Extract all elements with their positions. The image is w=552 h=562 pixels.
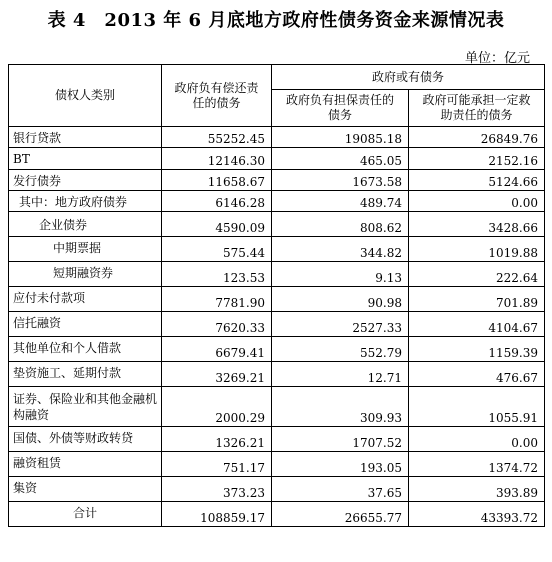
cell-rescue: 0.00	[409, 191, 545, 212]
cell-guarantee: 552.79	[272, 337, 409, 362]
cell-direct: 7620.33	[162, 312, 272, 337]
cell-direct: 373.23	[162, 477, 272, 502]
row-label: 信托融资	[9, 312, 162, 337]
cell-guarantee: 1707.52	[272, 427, 409, 452]
cell-direct: 7781.90	[162, 287, 272, 312]
table-row	[9, 337, 545, 362]
cell-guarantee: 1673.58	[272, 170, 409, 191]
cell-guarantee: 309.93	[272, 387, 409, 427]
cell-direct: 123.53	[162, 262, 272, 287]
cell-rescue: 4104.67	[409, 312, 545, 337]
table-row	[9, 212, 545, 237]
cell-direct: 1326.21	[162, 427, 272, 452]
row-label: 证券、保险业和其他金融机构融资	[9, 387, 162, 427]
row-label: 其他单位和个人借款	[9, 337, 162, 362]
cell-direct: 6146.28	[162, 191, 272, 212]
table-row	[9, 312, 545, 337]
row-label: 其中：地方政府债券	[9, 191, 162, 212]
row-label: 应付未付款项	[9, 287, 162, 312]
row-label: 融资租赁	[9, 452, 162, 477]
cell-guarantee: 37.65	[272, 477, 409, 502]
debt-source-table	[8, 64, 545, 527]
cell-rescue: 393.89	[409, 477, 545, 502]
cell-guarantee: 19085.18	[272, 127, 409, 148]
table-row	[9, 362, 545, 387]
table-row	[9, 191, 545, 212]
row-label: 银行贷款	[9, 127, 162, 148]
cell-rescue: 43393.72	[409, 502, 545, 527]
row-label: 发行债券	[9, 170, 162, 191]
cell-direct: 55252.45	[162, 127, 272, 148]
cell-rescue: 2152.16	[409, 148, 545, 170]
cell-guarantee: 26655.77	[272, 502, 409, 527]
table-row	[9, 387, 545, 427]
cell-rescue: 701.89	[409, 287, 545, 312]
unit-label: 单位：亿元	[464, 51, 530, 66]
cell-rescue: 5124.66	[409, 170, 545, 191]
cell-direct: 108859.17	[162, 502, 272, 527]
cell-rescue: 1159.39	[409, 337, 545, 362]
header-rescue-debt: 政府可能承担一定救助责任的债务	[409, 90, 545, 127]
cell-direct: 2000.29	[162, 387, 272, 427]
cell-guarantee: 344.82	[272, 237, 409, 262]
header-contingent-debt: 政府或有债务	[272, 65, 545, 90]
cell-guarantee: 9.13	[272, 262, 409, 287]
cell-rescue: 26849.76	[409, 127, 545, 148]
cell-guarantee: 2527.33	[272, 312, 409, 337]
cell-direct: 6679.41	[162, 337, 272, 362]
cell-guarantee: 489.74	[272, 191, 409, 212]
header-creditor: 债权人类别	[9, 65, 162, 127]
table-row	[9, 127, 545, 148]
table-row	[9, 237, 545, 262]
cell-rescue: 1019.88	[409, 237, 545, 262]
cell-direct: 11658.67	[162, 170, 272, 191]
table-row	[9, 287, 545, 312]
row-label: BT	[9, 148, 162, 170]
cell-rescue: 222.64	[409, 262, 545, 287]
cell-guarantee: 465.05	[272, 148, 409, 170]
row-label: 短期融资券	[9, 262, 162, 287]
cell-direct: 751.17	[162, 452, 272, 477]
row-label: 企业债券	[9, 212, 162, 237]
row-label: 垫资施工、延期付款	[9, 362, 162, 387]
row-label: 国债、外债等财政转贷	[9, 427, 162, 452]
cell-guarantee: 90.98	[272, 287, 409, 312]
table-row-total	[9, 502, 545, 527]
table-row	[9, 170, 545, 191]
cell-guarantee: 12.71	[272, 362, 409, 387]
table-row	[9, 427, 545, 452]
table-title: 表 4 2013 年 6 月底地方政府性债务资金来源情况表	[47, 10, 505, 31]
row-label: 合计	[9, 502, 162, 527]
cell-rescue: 1055.91	[409, 387, 545, 427]
table-row	[9, 262, 545, 287]
cell-rescue: 476.67	[409, 362, 545, 387]
row-label: 集资	[9, 477, 162, 502]
cell-rescue: 0.00	[409, 427, 545, 452]
row-label: 中期票据	[9, 237, 162, 262]
table-row	[9, 148, 545, 170]
header-direct-debt: 政府负有偿还责任的债务	[162, 65, 272, 127]
cell-rescue: 3428.66	[409, 212, 545, 237]
cell-guarantee: 808.62	[272, 212, 409, 237]
cell-direct: 4590.09	[162, 212, 272, 237]
header-guarantee-debt: 政府负有担保责任的债务	[272, 90, 409, 127]
cell-rescue: 1374.72	[409, 452, 545, 477]
cell-guarantee: 193.05	[272, 452, 409, 477]
cell-direct: 12146.30	[162, 148, 272, 170]
table-row	[9, 477, 545, 502]
cell-direct: 575.44	[162, 237, 272, 262]
cell-direct: 3269.21	[162, 362, 272, 387]
table-row	[9, 452, 545, 477]
